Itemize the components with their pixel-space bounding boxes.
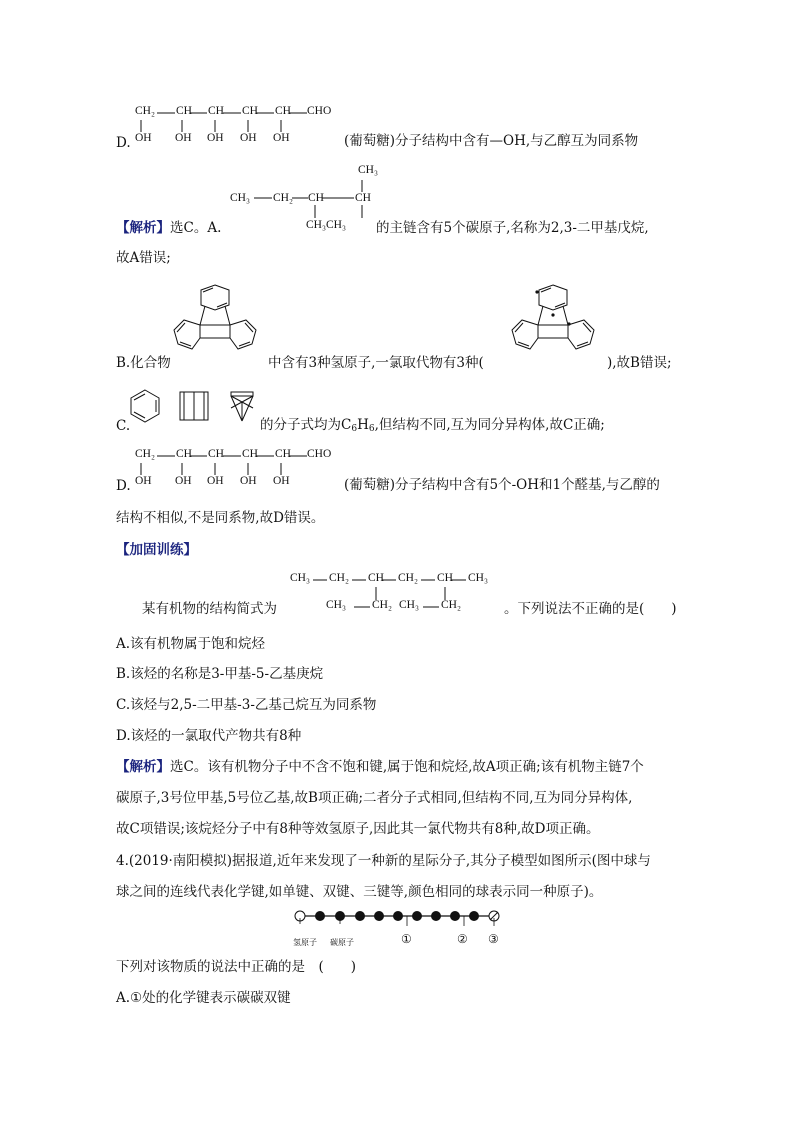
practice-heading: 【加固训练】 bbox=[116, 542, 197, 558]
practice-option-b: B.该烃的名称是3-甲基-5-乙基庚烷 bbox=[116, 666, 324, 682]
formula-atom: CH bbox=[275, 105, 291, 117]
option-b-text: 中含有3种氢原子,一氯取代物有3种( bbox=[268, 355, 484, 371]
q4-line1: 4.(2019·南阳模拟)据报道,近年来发现了一种新的星际分子,其分子模型如图所示(图中球与 bbox=[116, 853, 651, 869]
option-c-text-a: 的分子式均为C bbox=[260, 417, 352, 433]
option-d-analysis-text2: 结构不相似,不是同系物,故D错误。 bbox=[116, 510, 325, 526]
analysis-text: 选C。A. bbox=[170, 220, 222, 236]
practice-analysis-line bbox=[116, 759, 644, 775]
formula-atom: OH bbox=[207, 475, 224, 487]
practice-option-c: C.该烃与2,5-二甲基-3-乙基己烷互为同系物 bbox=[116, 697, 377, 713]
marker-3: ③ bbox=[488, 932, 499, 946]
formula-atom: CH₂ bbox=[372, 599, 392, 611]
formula-atom: OH bbox=[240, 475, 257, 487]
analysis-text: 选C。该有机物分子中不含不饱和键,属于饱和烷烃,故A项正确;该有机物主链7个 bbox=[170, 759, 644, 775]
option-c-label: C. bbox=[116, 418, 131, 434]
practice-stem-pre: 某有机物的结构简式为 bbox=[142, 601, 277, 617]
subscript: 6 bbox=[368, 424, 375, 434]
hydrogen-label: 氢原子 bbox=[293, 938, 317, 947]
formula-atom: CH bbox=[368, 572, 384, 584]
formula-atom: CH₃ bbox=[290, 572, 310, 584]
formula-atom: CH₃ bbox=[230, 192, 250, 204]
triptycene-dotted-structure bbox=[505, 280, 605, 375]
dimethylpentane-bonds bbox=[230, 175, 380, 225]
formula-atom: CH₂ bbox=[441, 599, 461, 611]
formula-atom: CH bbox=[242, 448, 258, 460]
q4-line2: 球之间的连线代表化学键,如单键、双键、三键等,颜色相同的球表示同一种原子)。 bbox=[116, 884, 603, 900]
option-label: D. bbox=[116, 478, 131, 494]
analysis-text: 碳原子,3号位甲基,5号位乙基,故B项正确;二者分子式相同,但结构不同,互为同分异构体, bbox=[116, 790, 633, 806]
option-b-post: ),故B错误; bbox=[607, 355, 672, 371]
option-b-label: B.化合物 bbox=[116, 355, 171, 371]
option-c-text-b: H bbox=[357, 417, 369, 433]
formula-atom: CH₃ bbox=[468, 572, 488, 584]
formula-atom: CH bbox=[176, 448, 192, 460]
formula-atom: CH₂ bbox=[398, 572, 418, 584]
formula-atom: CH₂ bbox=[135, 105, 155, 117]
formula-atom: CH₃ bbox=[326, 599, 346, 611]
formula-atom: OH bbox=[273, 475, 290, 487]
analysis-text: 的主链含有5个碳原子,名称为2,3-二甲基戊烷, bbox=[376, 220, 649, 236]
formula-atom: CH₃ bbox=[399, 599, 419, 611]
formula-atom: OH bbox=[273, 132, 290, 144]
formula-atom: CH bbox=[275, 448, 291, 460]
formula-atom: CH₂ bbox=[329, 572, 349, 584]
formula-atom: OH bbox=[175, 475, 192, 487]
analysis-text: 故C项错误;该烷烃分子中有8种等效氢原子,因此其一氯代物共有8种,故D项正确。 bbox=[116, 821, 600, 837]
formula-atom: CH bbox=[242, 105, 258, 117]
marker-1: ① bbox=[401, 932, 412, 946]
formula-atom: CH₃CH₃ bbox=[306, 219, 346, 231]
practice-option-a: A.该有机物属于饱和烷烃 bbox=[116, 636, 266, 652]
analysis-line bbox=[116, 220, 221, 236]
subscript: 6 bbox=[351, 424, 358, 434]
option-c-text-c: ,但结构不同,互为同分异构体,故C正确; bbox=[374, 417, 605, 433]
formula-atom: OH bbox=[175, 132, 192, 144]
analysis-tag: 【解析】 bbox=[116, 220, 170, 236]
formula-atom: CH bbox=[208, 448, 224, 460]
option-d-analysis-text: (葡萄糖)分子结构中含有5个-OH和1个醛基,与乙醇的 bbox=[344, 477, 660, 493]
marker-2: ② bbox=[457, 932, 468, 946]
formula-atom: CHO bbox=[307, 105, 332, 117]
formula-atom: CH₂ bbox=[135, 448, 155, 460]
practice-option-d: D.该烃的一氯取代产物共有8种 bbox=[116, 728, 302, 744]
analysis-tag: 【解析】 bbox=[116, 759, 170, 775]
analysis-text: 故A错误; bbox=[116, 250, 171, 266]
formula-atom: OH bbox=[207, 132, 224, 144]
formula-atom: OH bbox=[240, 132, 257, 144]
option-label: D. bbox=[116, 135, 131, 151]
option-c-text bbox=[260, 417, 605, 437]
triptycene-structure bbox=[170, 280, 270, 375]
formula-atom: CH₂ bbox=[273, 192, 293, 204]
formula-atom: CH bbox=[437, 572, 453, 584]
benzene-isomers bbox=[130, 388, 270, 428]
formula-atom: CH bbox=[208, 105, 224, 117]
formula-atom: CH bbox=[176, 105, 192, 117]
formula-atom: OH bbox=[135, 475, 152, 487]
q4-stem: 下列对该物质的说法中正确的是 ( ) bbox=[116, 959, 357, 975]
practice-stem-post: 。下列说法不正确的是( ) bbox=[504, 601, 677, 617]
formula-atom: CH bbox=[308, 192, 324, 204]
formula-atom: CH bbox=[355, 192, 371, 204]
formula-atom: CH₃ bbox=[358, 164, 378, 176]
formula-atom: OH bbox=[135, 132, 152, 144]
carbon-label: 碳原子 bbox=[330, 938, 354, 947]
formula-atom: CHO bbox=[307, 448, 332, 460]
option-d-text: (葡萄糖)分子结构中含有—OH,与乙醇互为同系物 bbox=[344, 133, 639, 149]
q4-option-a: A.①处的化学键表示碳碳双键 bbox=[116, 990, 291, 1006]
